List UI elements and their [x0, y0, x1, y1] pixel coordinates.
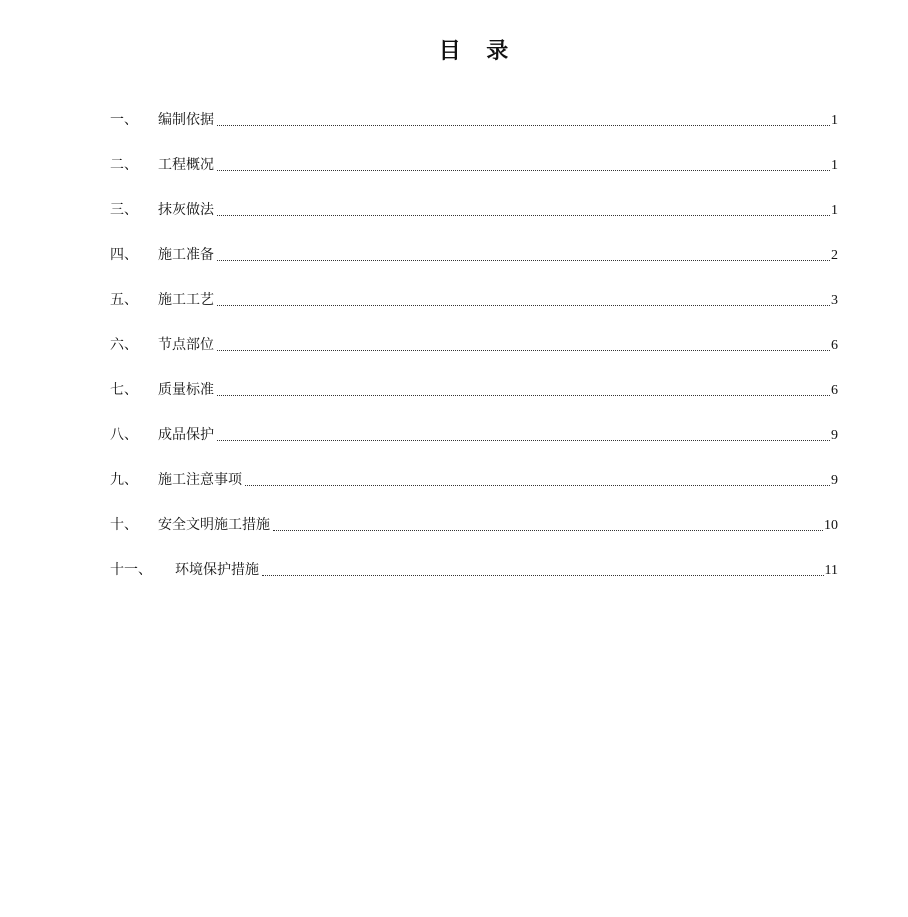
- toc-entry-title: 安全文明施工措施: [158, 518, 270, 533]
- toc-entry-page: 3: [831, 293, 838, 308]
- toc-entry: [110, 495, 838, 540]
- toc-entry-title: 工程概况: [158, 158, 214, 173]
- toc-entry-page: 6: [831, 383, 838, 398]
- toc-entry-number: 八、: [110, 428, 138, 443]
- toc-entry-title: 质量标准: [158, 383, 214, 398]
- toc-entry-title: 环境保护措施: [175, 563, 259, 578]
- dot-leader: [217, 259, 830, 261]
- toc-entry-number: 一、: [110, 113, 138, 128]
- toc-entry-page: 1: [831, 113, 838, 128]
- toc-entry: [110, 360, 838, 405]
- toc-entry-title: 成品保护: [158, 428, 214, 443]
- dot-leader: [217, 394, 830, 396]
- dot-leader: [217, 214, 830, 216]
- dot-leader: [273, 529, 823, 531]
- toc-entry-number: 五、: [110, 293, 138, 308]
- toc-entry-number: 六、: [110, 338, 138, 353]
- toc-entry-number: 十、: [110, 518, 138, 533]
- toc-entry-number: 二、: [110, 158, 138, 173]
- toc-entry-title: 施工注意事项: [158, 473, 242, 488]
- dot-leader: [217, 349, 830, 351]
- toc-entry-number: 四、: [110, 248, 138, 263]
- dot-leader: [217, 124, 830, 126]
- toc-entry: [110, 270, 838, 315]
- toc-entry-number: 七、: [110, 383, 138, 398]
- toc-entry-title: 施工工艺: [158, 293, 214, 308]
- toc-entry-page: 1: [831, 158, 838, 173]
- dot-leader: [262, 574, 824, 576]
- dot-leader: [245, 484, 830, 486]
- toc-entry-number: 九、: [110, 473, 138, 488]
- toc-entry-title: 抹灰做法: [158, 203, 214, 218]
- toc-entry: [110, 180, 838, 225]
- toc-entry: [110, 90, 838, 135]
- toc-entry: [110, 450, 838, 495]
- toc-entry-title: 节点部位: [158, 338, 214, 353]
- toc-title: 目 录: [438, 38, 510, 63]
- toc-entry-page: 11: [824, 563, 838, 578]
- toc-entry: [110, 225, 838, 270]
- toc-entry: [110, 135, 838, 180]
- toc-entry-number: 三、: [110, 203, 138, 218]
- toc-entry: [110, 315, 838, 360]
- dot-leader: [217, 169, 830, 171]
- toc-entry-page: 9: [831, 428, 838, 443]
- toc-entry-title: 编制依据: [158, 113, 214, 128]
- toc-entry-page: 9: [831, 473, 838, 488]
- toc-entry-page: 10: [824, 518, 838, 533]
- toc-entry-page: 6: [831, 338, 838, 353]
- toc-entry-number: 十一、: [110, 563, 152, 578]
- dot-leader: [217, 439, 830, 441]
- toc-entry-page: 1: [831, 203, 838, 218]
- toc-list: [110, 90, 838, 585]
- toc-entry-title: 施工准备: [158, 248, 214, 263]
- toc-entry: [110, 405, 838, 450]
- toc-entry: [110, 540, 838, 585]
- toc-entry-page: 2: [831, 248, 838, 263]
- dot-leader: [217, 304, 830, 306]
